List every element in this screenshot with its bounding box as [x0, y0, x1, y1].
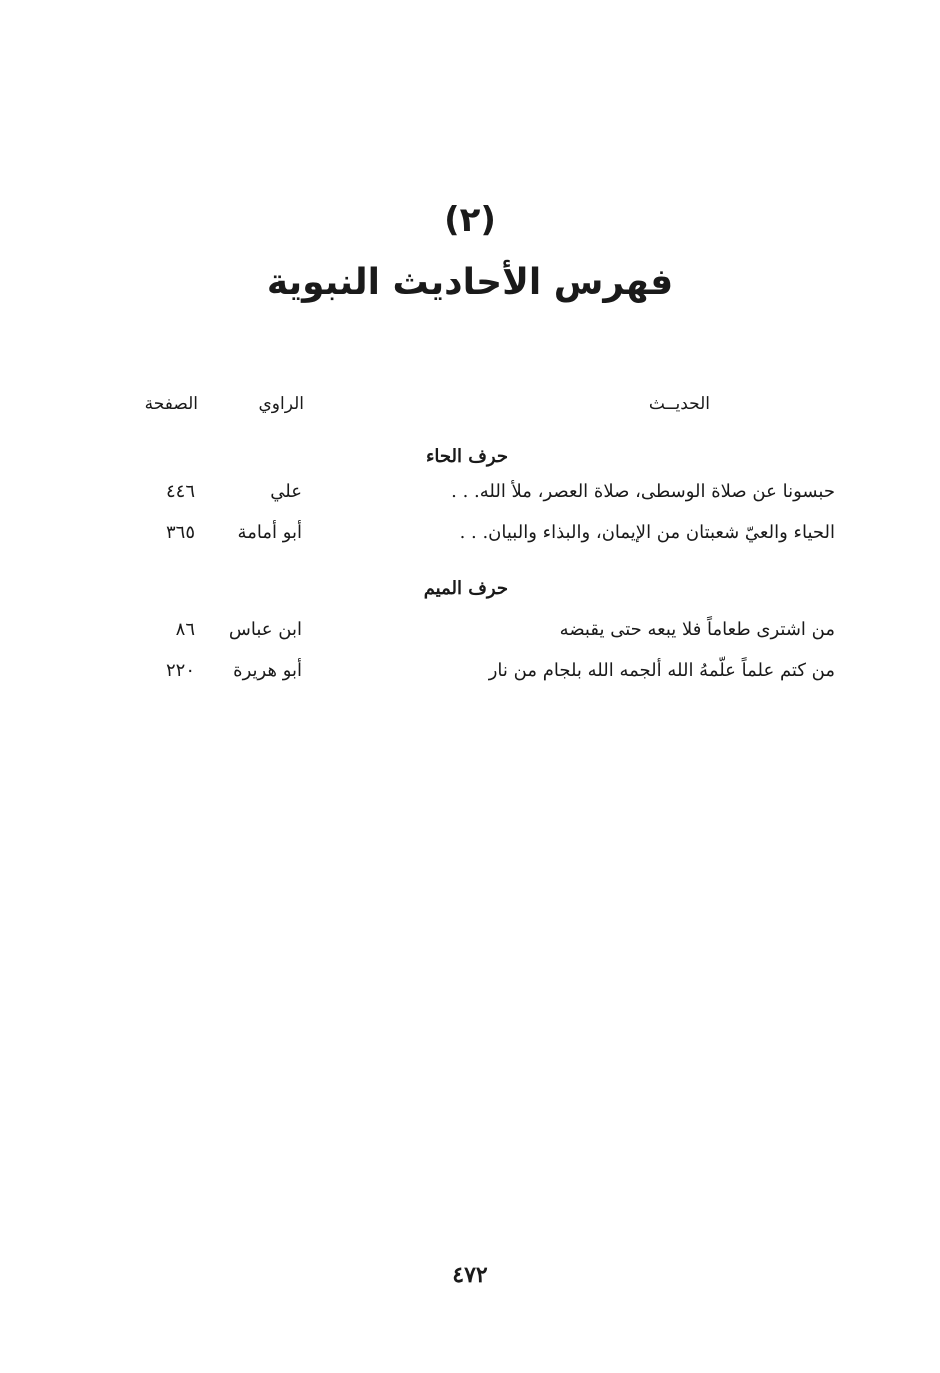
page-reference: ٤٤٦	[165, 481, 195, 502]
table-row	[0, 660, 940, 690]
section-heading-meem: حرف الميم	[423, 578, 508, 599]
narrator-name: أبو هريرة	[233, 660, 302, 681]
page-reference: ٨٦	[175, 619, 195, 640]
narrator-name: أبو أمامة	[237, 522, 302, 543]
column-header-page: الصفحة	[144, 394, 198, 414]
hadith-text: من اشترى طعاماً فلا يبعه حتى يقبضه	[559, 619, 835, 640]
narrator-name: علي	[270, 481, 302, 502]
column-header-narrator: الراوي	[258, 394, 304, 414]
page-number: ٤٧٢	[452, 1262, 488, 1288]
section-heading-haa: حرف الحاء	[425, 446, 508, 467]
page-title: فهرس الأحاديث النبوية	[266, 262, 674, 303]
hadith-text: الحياء والعيّ شعبتان من الإيمان، والبذاء والبيان. . .	[459, 522, 835, 543]
hadith-text: من كتم علماً علّمهُ الله ألجمه الله بلجام من نار	[488, 660, 835, 681]
narrator-name: ابن عباس	[228, 619, 302, 640]
chapter-number: (٢)	[444, 200, 496, 240]
page-reference: ٢٢٠	[165, 660, 195, 681]
table-row	[0, 481, 940, 511]
hadith-text: حبسونا عن صلاة الوسطى، صلاة العصر، ملأ الله. . .	[451, 481, 835, 502]
page-reference: ٣٦٥	[165, 522, 195, 543]
column-header-hadith: الحديــث	[648, 394, 710, 414]
table-row	[0, 522, 940, 552]
table-row	[0, 619, 940, 649]
